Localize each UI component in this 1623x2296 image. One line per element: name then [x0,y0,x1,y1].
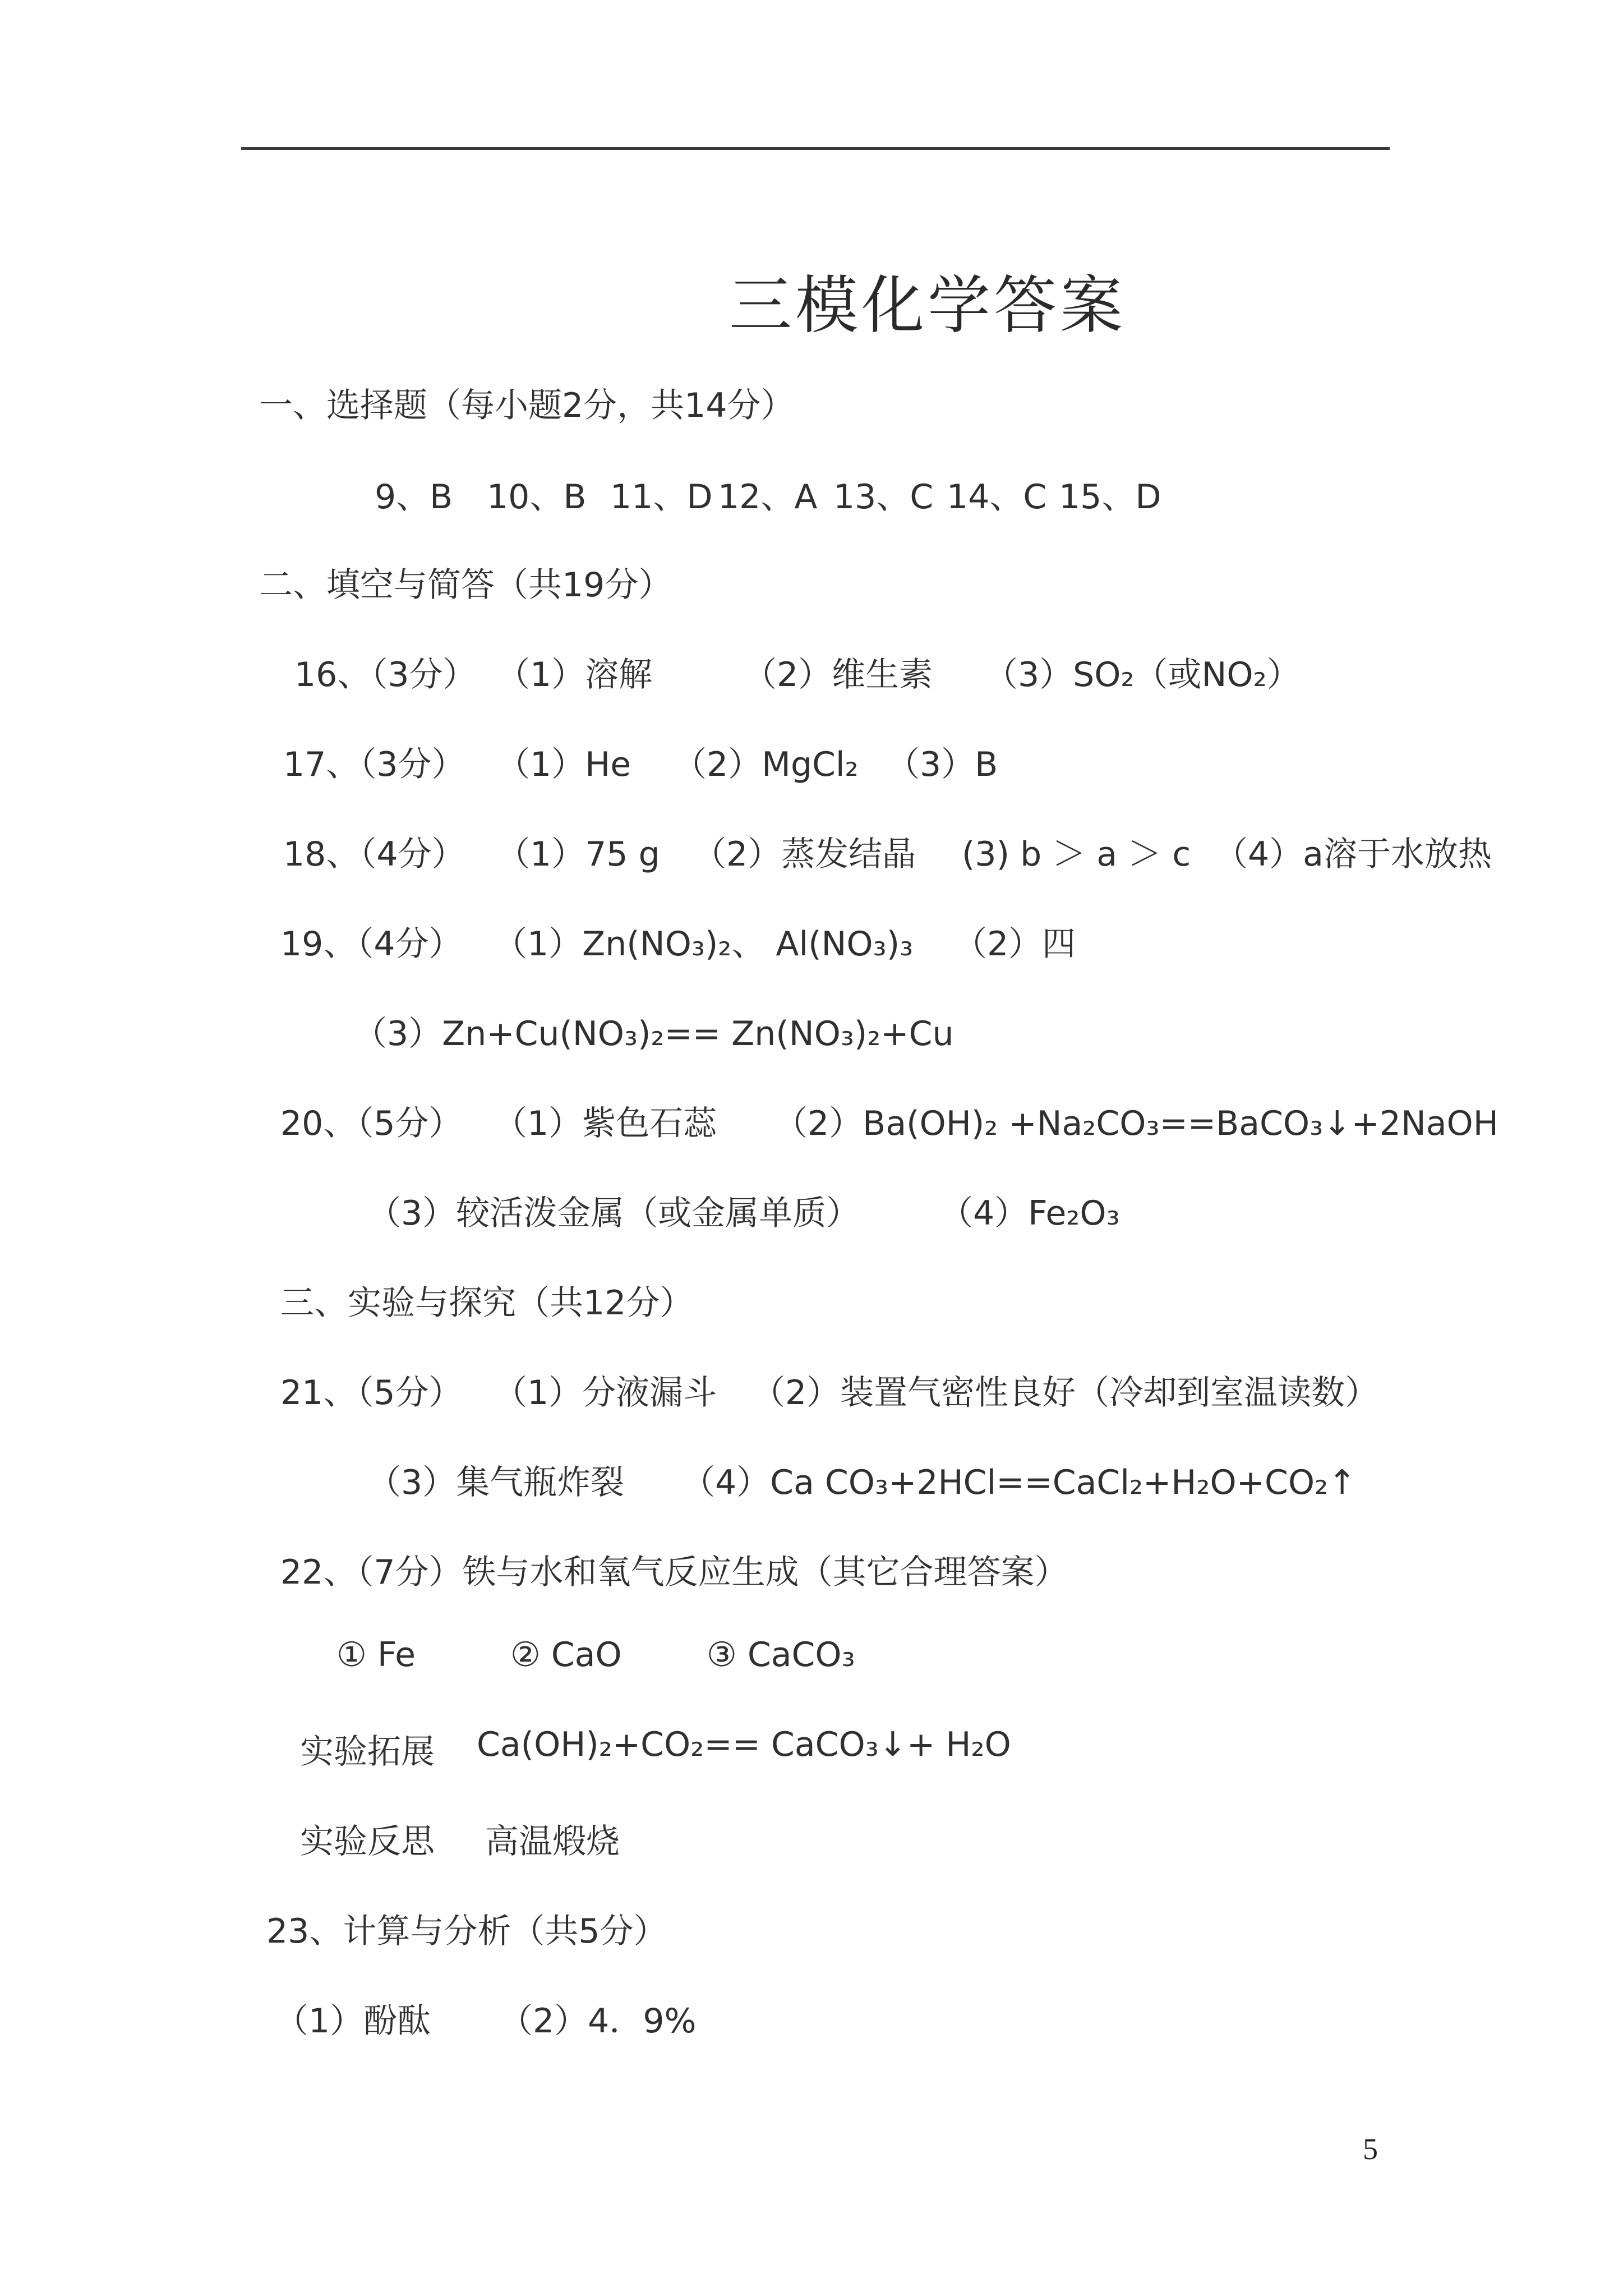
header-rule [241,147,1390,150]
q21-answer4: （4）Ca CO₃+2HCl==CaCl₂+H₂O+CO₂↑ [681,1463,1357,1502]
q21-label: 21、（5分） [280,1373,463,1412]
q22-extension-row [300,1725,1310,1770]
q17-answer2: （2）MgCl₂ [673,745,859,784]
page-title: 三模化学答案 [729,269,1126,342]
q20-answer3: （3）较活泼金属（或金属单质） [367,1194,860,1233]
page-number: 5 [1363,2132,1378,2166]
section1-answers [375,470,1216,515]
q19-answer1: （1）Zn(NO₃)₂、 Al(NO₃)₃ [494,924,914,964]
q18-answer2: （2）蒸发结晶 [693,835,916,874]
q21-answer2: （2）装置气密性良好（冷却到室温读数） [751,1373,1379,1412]
q21-answer3: （3）集气瓶炸裂 [367,1463,625,1502]
q16-label: 16、（3分） [294,655,477,694]
q23-row [275,1994,1116,2039]
q18-answer4: （4）a溶于水放热 [1214,835,1492,874]
q16-answer1: （1）溶解 [496,655,653,694]
answer-9: 9、B [375,477,453,517]
q19-answer3: （3）Zn+Cu(NO₃)₂== Zn(NO₃)₂+Cu [353,1014,954,1053]
q20-answer2: （2）Ba(OH)₂ +Na₂CO₃==BaCO₃↓+2NaOH [774,1104,1498,1143]
q18-answer1: （1）75 g [496,835,660,874]
answer-14: 14、C [947,477,1047,517]
q22-extension-value: Ca(OH)₂+CO₂== CaCO₃↓+ H₂O [477,1725,1011,1764]
q22-reflection-row [300,1815,1141,1860]
q22-reflection-label: 实验反思 [300,1822,435,1861]
q20-answer1: （1）紫色石蕊 [494,1104,717,1143]
q18-row [283,827,1601,872]
q17-answer3: （3）B [886,745,998,784]
q23-answer1: （1）酚酞 [275,2001,431,2041]
q16-answer2: （2）维生素 [743,655,933,694]
q17-row [283,738,1517,783]
answer-13: 13、C [833,477,934,517]
q22-choice1: ① Fe [336,1635,416,1674]
q22-choice3: ③ CaCO₃ [707,1635,855,1674]
q22-choice2: ② CaO [510,1635,622,1674]
q20-answer4: （4）Fe₂O₃ [939,1194,1120,1233]
q22-extension-label: 实验拓展 [300,1732,435,1772]
q16-row [294,648,1528,693]
answer-10: 10、B [487,477,587,517]
q21-row2 [367,1456,1433,1501]
q20-label: 20、（5分） [280,1104,463,1143]
q17-answer1: （1）He [496,745,631,784]
section4-heading: 23、计算与分析（共5分） [266,1912,667,1951]
q19-label: 19、（4分） [280,924,463,964]
answer-12: 12、A [718,477,818,517]
q20-row2 [367,1186,1209,1231]
answer-11: 11、D [610,477,713,517]
q17-label: 17、（3分） [283,745,465,784]
q22-choices [336,1635,1066,1680]
q19-answer2: （2）四 [953,924,1076,964]
q16-answer3: （3）SO₂（或NO₂） [984,655,1301,694]
q21-answer1: （1）分液漏斗 [494,1373,717,1412]
q22-reflection-value: 高温煅烧 [485,1822,620,1861]
q23-answer2: （2）4．9% [499,2001,697,2041]
q18-label: 18、（4分） [283,835,465,874]
section2-heading: 二、填空与简答（共19分） [259,565,672,605]
section1-heading: 一、选择题（每小题2分，共14分） [259,386,795,425]
q18-answer3: (3) b ＞ a ＞ c [962,835,1191,874]
q20-row [280,1097,1570,1142]
answer-15: 15、D [1059,477,1161,517]
q19-row [280,917,1514,962]
q22-heading: 22、（7分）铁与水和氧气反应生成（其它合理答案） [280,1553,1068,1592]
q21-row [280,1366,1570,1411]
section3-heading: 三、实验与探究（共12分） [280,1283,694,1323]
